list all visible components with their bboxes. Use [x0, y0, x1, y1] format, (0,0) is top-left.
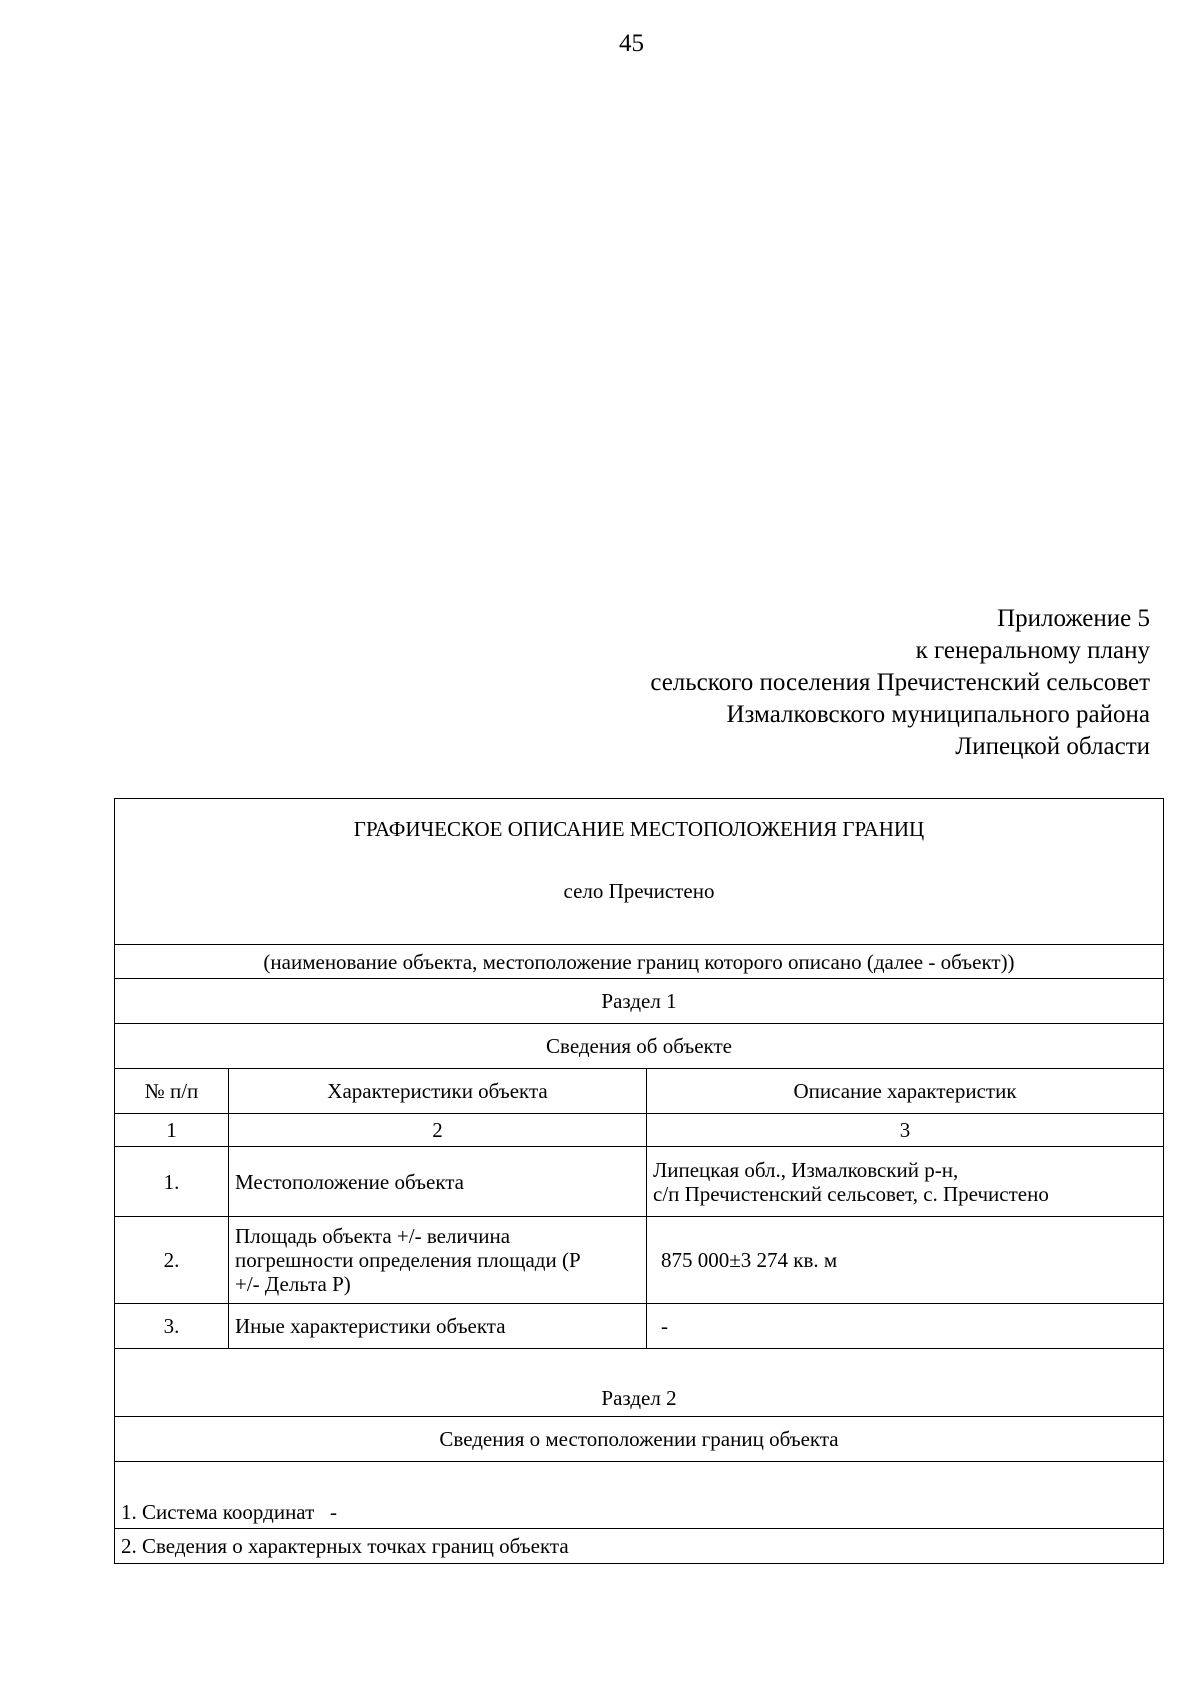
object-name: село Пречистено: [563, 879, 715, 903]
row-description-line: Липецкая обл., Измалковский р-н,: [653, 1157, 959, 1182]
row-number: 3.: [115, 1304, 229, 1349]
section-1-title-row: [115, 1024, 1164, 1069]
table-row: [115, 1147, 1164, 1217]
section-1-row: [115, 979, 1164, 1024]
column-index-2: 2: [229, 1114, 647, 1147]
boundary-points: 2. Сведения о характерных точках границ объекта: [115, 1529, 1164, 1564]
coordinate-system-row: [115, 1462, 1164, 1529]
column-index-1: 1: [115, 1114, 229, 1147]
boundary-description-table: [114, 798, 1164, 1564]
row-characteristic-line: погрешности определения площади (Р: [235, 1248, 581, 1272]
appendix-line-1: Приложение 5: [997, 605, 1150, 632]
row-characteristic: Иные характеристики объекта: [229, 1304, 647, 1349]
column-index-3: 3: [647, 1114, 1164, 1147]
coordinate-system: 1. Система координат -: [115, 1462, 1164, 1529]
title-row: [115, 799, 1164, 945]
row-number: 1.: [115, 1147, 229, 1217]
header-characteristic: Характеристики объекта: [229, 1069, 647, 1114]
document-title: ГРАФИЧЕСКОЕ ОПИСАНИЕ МЕСТОПОЛОЖЕНИЯ ГРАНИЦ: [353, 817, 925, 841]
boundary-points-row: [115, 1529, 1164, 1564]
section-2-row: [115, 1349, 1164, 1417]
section-2-heading: Раздел 2: [115, 1349, 1164, 1417]
table-header-row: [115, 1069, 1164, 1114]
header-description: Описание характеристик: [647, 1069, 1164, 1114]
row-number: 2.: [115, 1217, 229, 1304]
section-2-title-row: [115, 1417, 1164, 1462]
row-characteristic: Местоположение объекта: [229, 1147, 647, 1217]
appendix-header: [450, 603, 1150, 763]
section-2-title: Сведения о местоположении границ объекта: [115, 1417, 1164, 1462]
page-number: 45: [619, 30, 644, 57]
row-characteristic: [229, 1217, 647, 1304]
row-description: 875 000±3 274 кв. м: [647, 1217, 1164, 1304]
section-1-heading: Раздел 1: [115, 979, 1164, 1024]
row-characteristic-line: Площадь объекта +/- величина: [235, 1224, 511, 1248]
row-description-line: с/п Пречистенский сельсовет, с. Пречистено: [653, 1181, 1049, 1206]
appendix-line-3: сельского поселения Пречистенский сельсовет: [650, 669, 1150, 696]
appendix-line-2: к генеральному плану: [915, 637, 1150, 664]
table-row: [115, 1304, 1164, 1349]
section-1-title: Сведения об объекте: [115, 1024, 1164, 1069]
appendix-line-4: Измалковского муниципального района: [726, 701, 1150, 728]
row-characteristic-line: +/- Дельта Р): [235, 1272, 351, 1296]
column-index-row: [115, 1114, 1164, 1147]
object-caption: (наименование объекта, местоположение границ которого описано (далее - объект)): [115, 945, 1164, 979]
row-description: -: [647, 1304, 1164, 1349]
appendix-line-5: Липецкой области: [955, 733, 1150, 760]
table-row: [115, 1217, 1164, 1304]
header-num: № п/п: [115, 1069, 229, 1114]
object-caption-row: [115, 945, 1164, 979]
row-description: [647, 1147, 1164, 1217]
